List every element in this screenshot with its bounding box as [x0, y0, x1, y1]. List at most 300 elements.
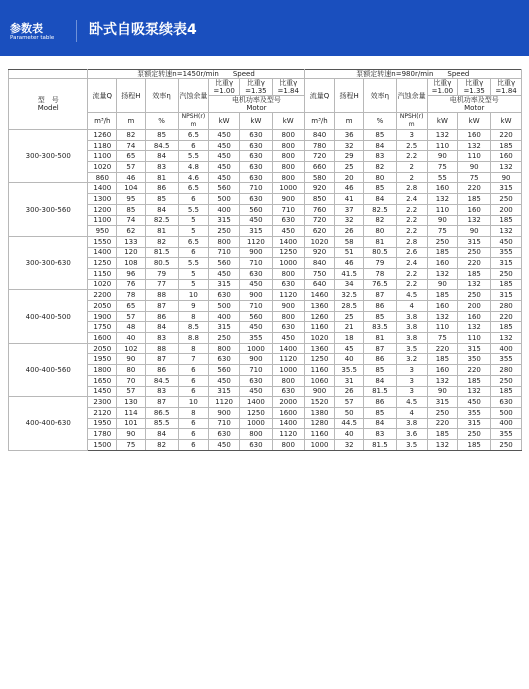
table-cell: 82 [117, 130, 146, 141]
table-cell: 55 [427, 172, 458, 183]
table-cell: 1520 [304, 397, 335, 408]
table-cell: 40 [117, 333, 146, 344]
table-cell: 630 [239, 151, 272, 162]
table-cell: 86 [145, 365, 178, 376]
table-cell: 630 [239, 194, 272, 205]
table-cell: 250 [458, 290, 491, 301]
table-cell: 250 [458, 247, 491, 258]
table-cell: 350 [458, 354, 491, 365]
table-cell: 160 [458, 311, 491, 322]
table-cell: 1120 [239, 236, 272, 247]
table-cell: 110 [458, 333, 491, 344]
head-header-r: 扬程H [335, 79, 364, 113]
table-cell: 580 [304, 172, 335, 183]
table-cell: 29 [335, 151, 364, 162]
table-cell: 1020 [304, 236, 335, 247]
table-cell: 630 [272, 215, 304, 226]
table-cell: 1300 [88, 194, 117, 205]
table-cell: 80 [117, 365, 146, 376]
table-cell: 500 [209, 301, 240, 312]
table-cell: 1600 [272, 407, 304, 418]
model-cell: 400-400-630 [9, 397, 88, 450]
table-cell: 62 [117, 226, 146, 237]
table-cell: 900 [239, 247, 272, 258]
table-cell: 630 [239, 162, 272, 173]
table-cell: 85 [117, 204, 146, 215]
table-cell: 630 [239, 375, 272, 386]
table-cell: 620 [304, 226, 335, 237]
head-header-l: 扬程H [117, 79, 146, 113]
table-cell: 3.5 [396, 343, 427, 354]
table-cell: 2.2 [396, 279, 427, 290]
table-cell: 104 [117, 183, 146, 194]
table-cell: 75 [427, 226, 458, 237]
table-cell: 1460 [304, 290, 335, 301]
table-cell: 79 [363, 258, 396, 269]
table-cell: 6 [178, 247, 209, 258]
table-cell: 3.5 [396, 439, 427, 450]
table-cell: 1120 [272, 290, 304, 301]
table-cell: 1020 [88, 162, 117, 173]
table-cell: 800 [209, 343, 240, 354]
table-cell: 315 [209, 386, 240, 397]
table-cell: 31 [335, 375, 364, 386]
table-cell: 450 [272, 333, 304, 344]
table-cell: 1400 [239, 397, 272, 408]
table-cell: 250 [491, 268, 522, 279]
table-cell: 132 [458, 279, 491, 290]
table-cell: 8.5 [178, 322, 209, 333]
table-cell: 70 [117, 375, 146, 386]
table-cell: 500 [491, 407, 522, 418]
table-cell: 86 [145, 311, 178, 322]
table-cell: 78 [363, 268, 396, 279]
page-header [0, 0, 529, 56]
table-cell: 90 [427, 279, 458, 290]
table-cell: 75 [117, 439, 146, 450]
table-cell: 450 [272, 226, 304, 237]
table-cell: 720 [304, 151, 335, 162]
table-cell: 850 [304, 194, 335, 205]
table-cell: 132 [427, 375, 458, 386]
table-cell: 900 [272, 301, 304, 312]
table-cell: 250 [491, 194, 522, 205]
unit-eff-l: % [145, 113, 178, 130]
table-cell: 44.5 [335, 418, 364, 429]
table-row [9, 343, 522, 354]
table-cell: 2.8 [396, 183, 427, 194]
table-cell: 74 [117, 215, 146, 226]
table-cell: 132 [427, 439, 458, 450]
table-cell: 84 [363, 375, 396, 386]
unit-kw: kW [239, 113, 272, 130]
table-cell: 560 [209, 183, 240, 194]
table-cell: 1120 [209, 397, 240, 408]
model-label-en: Model [37, 104, 59, 112]
table-cell: 5 [178, 226, 209, 237]
page-title: 卧式自吸泵续表4 [89, 22, 197, 38]
table-cell: 90 [427, 386, 458, 397]
table-cell: 355 [491, 354, 522, 365]
table-row [9, 130, 522, 141]
table-cell: 3 [396, 130, 427, 141]
table-cell: 900 [272, 194, 304, 205]
table-cell: 7 [178, 354, 209, 365]
table-cell: 25 [335, 162, 364, 173]
table-cell: 160 [427, 258, 458, 269]
table-cell: 450 [209, 162, 240, 173]
table-cell: 26 [335, 226, 364, 237]
table-cell: 185 [427, 354, 458, 365]
table-cell: 1180 [88, 140, 117, 151]
table-cell: 90 [458, 162, 491, 173]
table-cell: 355 [239, 333, 272, 344]
table-cell: 250 [209, 226, 240, 237]
table-cell: 2.2 [396, 215, 427, 226]
table-cell: 3 [396, 386, 427, 397]
table-cell: 32 [335, 439, 364, 450]
table-cell: 25 [335, 311, 364, 322]
table-cell: 85 [363, 183, 396, 194]
table-cell: 400 [491, 418, 522, 429]
flow-header-l: 流量Q [88, 79, 117, 113]
table-cell: 315 [491, 258, 522, 269]
motor-header-r [427, 96, 521, 113]
table-cell: 5 [178, 215, 209, 226]
sg3-header-r: 比重γ =1.84 [491, 79, 522, 96]
model-header [9, 79, 88, 130]
table-cell: 40 [335, 354, 364, 365]
table-cell: 220 [427, 343, 458, 354]
table-cell: 86 [145, 183, 178, 194]
table-cell: 630 [239, 130, 272, 141]
table-cell: 1000 [272, 258, 304, 269]
header-divider [76, 20, 77, 42]
unit-flow-r: m³/h [304, 113, 335, 130]
section-tag [10, 23, 54, 42]
table-row [9, 397, 522, 408]
table-cell: 160 [458, 130, 491, 141]
unit-kw: kW [491, 113, 522, 130]
table-cell: 83 [145, 333, 178, 344]
table-cell: 81 [145, 172, 178, 183]
table-cell: 87 [363, 343, 396, 354]
table-cell: 4.5 [396, 397, 427, 408]
table-cell: 450 [209, 140, 240, 151]
table-cell: 400 [491, 343, 522, 354]
table-cell: 315 [209, 279, 240, 290]
table-cell: 4 [396, 407, 427, 418]
table-row [9, 183, 522, 194]
table-cell: 1020 [88, 279, 117, 290]
table-cell: 450 [209, 375, 240, 386]
table-cell: 315 [458, 236, 491, 247]
table-cell: 720 [304, 215, 335, 226]
table-cell: 82.5 [363, 204, 396, 215]
table-cell: 1120 [272, 354, 304, 365]
motor-label: 电机功率及型号 [231, 96, 281, 104]
table-cell: 87 [145, 397, 178, 408]
table-cell: 450 [239, 279, 272, 290]
table-cell: 81.5 [145, 247, 178, 258]
table-cell: 87 [145, 354, 178, 365]
table-cell: 1800 [88, 365, 117, 376]
table-cell: 80 [363, 172, 396, 183]
table-cell: 80.5 [145, 258, 178, 269]
table-cell: 3 [396, 375, 427, 386]
table-cell: 6 [178, 439, 209, 450]
table-cell: 41 [335, 194, 364, 205]
table-cell: 90 [491, 172, 522, 183]
table-cell: 6 [178, 429, 209, 440]
table-cell: 133 [117, 236, 146, 247]
table-cell: 76 [117, 279, 146, 290]
table-cell: 4.6 [178, 172, 209, 183]
table-cell: 6.5 [178, 183, 209, 194]
table-cell: 640 [304, 279, 335, 290]
table-cell: 920 [304, 183, 335, 194]
table-cell: 1100 [88, 151, 117, 162]
table-cell: 1400 [88, 183, 117, 194]
table-cell: 355 [458, 407, 491, 418]
table-cell: 132 [427, 311, 458, 322]
table-cell: 85.5 [145, 418, 178, 429]
table-cell: 315 [209, 322, 240, 333]
table-cell: 710 [239, 365, 272, 376]
table-cell: 6.5 [178, 236, 209, 247]
table-cell: 450 [239, 386, 272, 397]
table-cell: 132 [491, 226, 522, 237]
table-cell: 315 [458, 343, 491, 354]
table-cell: 6 [178, 194, 209, 205]
table-cell: 132 [427, 194, 458, 205]
table-cell: 8 [178, 311, 209, 322]
table-cell: 920 [304, 247, 335, 258]
table-cell: 32 [335, 215, 364, 226]
table-cell: 1160 [304, 322, 335, 333]
eff-header-r: 效率η [363, 79, 396, 113]
table-cell: 108 [117, 258, 146, 269]
table-cell: 3.8 [396, 322, 427, 333]
table-cell: 32 [335, 140, 364, 151]
table-cell: 560 [239, 204, 272, 215]
table-cell: 630 [239, 268, 272, 279]
table-cell: 450 [209, 439, 240, 450]
model-label: 型 号 [37, 96, 59, 104]
table-cell: 1400 [88, 247, 117, 258]
table-cell: 660 [304, 162, 335, 173]
table-cell: 160 [458, 204, 491, 215]
table-cell: 315 [239, 226, 272, 237]
table-cell: 2.2 [396, 226, 427, 237]
table-cell: 710 [209, 247, 240, 258]
section-label-en: Parameter table [10, 35, 55, 41]
table-cell: 450 [239, 215, 272, 226]
table-cell: 2.5 [396, 140, 427, 151]
table-cell: 800 [209, 236, 240, 247]
table-cell: 101 [117, 418, 146, 429]
table-cell: 630 [209, 354, 240, 365]
table-cell: 57 [335, 397, 364, 408]
table-cell: 95 [117, 194, 146, 205]
table-cell: 37 [335, 204, 364, 215]
table-cell: 81 [145, 226, 178, 237]
table-cell: 132 [458, 140, 491, 151]
table-cell: 3.2 [396, 354, 427, 365]
table-cell: 8.8 [178, 333, 209, 344]
table-cell: 280 [491, 301, 522, 312]
table-cell: 3.8 [396, 311, 427, 322]
table-cell: 6.5 [178, 130, 209, 141]
table-cell: 1200 [88, 204, 117, 215]
table-cell: 132 [491, 162, 522, 173]
table-cell: 2.6 [396, 247, 427, 258]
table-cell: 45 [335, 343, 364, 354]
table-cell: 110 [427, 140, 458, 151]
table-cell: 800 [272, 130, 304, 141]
table-cell: 5.5 [178, 258, 209, 269]
sg2-header-l: 比重γ =1.35 [239, 79, 272, 96]
table-cell: 630 [209, 290, 240, 301]
table-cell: 36 [335, 130, 364, 141]
table-cell: 355 [491, 429, 522, 440]
table-cell: 1900 [88, 311, 117, 322]
table-cell: 8 [178, 343, 209, 354]
table-cell: 75 [458, 172, 491, 183]
table-cell: 10 [178, 290, 209, 301]
table-cell: 65 [117, 301, 146, 312]
table-cell: 82 [363, 215, 396, 226]
table-cell: 34 [335, 279, 364, 290]
table-cell: 250 [209, 333, 240, 344]
table-cell: 1600 [88, 333, 117, 344]
table-cell: 76.5 [363, 279, 396, 290]
table-cell: 630 [491, 397, 522, 408]
sg2-header-r: 比重γ =1.35 [458, 79, 491, 96]
table-cell: 1380 [304, 407, 335, 418]
table-cell: 85 [145, 130, 178, 141]
table-cell: 710 [239, 183, 272, 194]
table-cell: 82 [363, 162, 396, 173]
table-cell: 46 [117, 172, 146, 183]
unit-flow-l: m³/h [88, 113, 117, 130]
table-cell: 4.5 [396, 290, 427, 301]
table-cell: 750 [304, 268, 335, 279]
table-cell: 80 [363, 226, 396, 237]
table-cell: 132 [458, 322, 491, 333]
table-cell: 280 [491, 365, 522, 376]
table-cell: 220 [491, 130, 522, 141]
section-label: 参数表 [10, 22, 43, 35]
table-cell: 51 [335, 247, 364, 258]
table-cell: 90 [427, 151, 458, 162]
motor-label: 电机功率及型号 [449, 96, 499, 104]
model-cell: 300-300-500 [9, 130, 88, 183]
table-cell: 1260 [88, 130, 117, 141]
table-cell: 630 [239, 439, 272, 450]
table-cell: 75 [427, 333, 458, 344]
table-cell: 2.2 [396, 204, 427, 215]
table-cell: 84 [145, 151, 178, 162]
table-cell: 2 [396, 162, 427, 173]
table-cell: 85 [363, 365, 396, 376]
table-cell: 630 [239, 172, 272, 183]
sg1-header-l: 比重γ =1.00 [209, 79, 240, 96]
speed-1450: 泵额定转速n=1450r/min Speed [88, 70, 304, 79]
unit-head-l: m [117, 113, 146, 130]
table-cell: 57 [117, 311, 146, 322]
table-cell: 5.5 [178, 204, 209, 215]
table-cell: 185 [458, 194, 491, 205]
table-cell: 2.4 [396, 194, 427, 205]
table-cell: 1160 [304, 365, 335, 376]
table-cell: 1950 [88, 418, 117, 429]
model-cell: 400-400-560 [9, 343, 88, 396]
table-cell: 1400 [272, 418, 304, 429]
table-cell: 6 [178, 386, 209, 397]
table-cell: 2050 [88, 301, 117, 312]
table-cell: 120 [117, 247, 146, 258]
table-cell: 132 [427, 268, 458, 279]
speed-980: 泵额定转速n=980r/min Speed [304, 70, 521, 79]
table-cell: 1360 [304, 343, 335, 354]
table-cell: 1250 [272, 247, 304, 258]
table-cell: 5 [178, 268, 209, 279]
table-cell: 900 [304, 386, 335, 397]
table-cell: 57 [117, 386, 146, 397]
table-cell: 6 [178, 140, 209, 151]
table-cell: 185 [427, 290, 458, 301]
unit-kw: kW [427, 113, 458, 130]
table-cell: 1260 [304, 311, 335, 322]
table-cell: 1160 [304, 429, 335, 440]
table-cell: 6 [178, 365, 209, 376]
model-cell: 300-300-630 [9, 236, 88, 289]
table-cell: 8 [178, 407, 209, 418]
table-cell: 86 [363, 301, 396, 312]
table-cell: 220 [491, 311, 522, 322]
table-cell: 88 [145, 343, 178, 354]
table-cell: 630 [272, 386, 304, 397]
unit-npsh-r: NPSH(r) m [396, 113, 427, 130]
table-cell: 630 [272, 322, 304, 333]
table-cell: 710 [272, 204, 304, 215]
unit-npsh-l: NPSH(r) m [178, 113, 209, 130]
table-cell: 1100 [88, 215, 117, 226]
table-cell: 80.5 [363, 247, 396, 258]
table-cell: 710 [209, 418, 240, 429]
spec-table-body [9, 130, 522, 451]
table-cell: 1650 [88, 375, 117, 386]
table-cell: 85 [363, 311, 396, 322]
table-cell: 220 [458, 365, 491, 376]
table-cell: 780 [304, 140, 335, 151]
table-cell: 1550 [88, 236, 117, 247]
table-cell: 110 [427, 322, 458, 333]
table-cell: 85 [363, 130, 396, 141]
table-cell: 84 [363, 418, 396, 429]
table-cell: 5.5 [178, 151, 209, 162]
table-cell: 1250 [88, 258, 117, 269]
table-cell: 450 [458, 397, 491, 408]
table-cell: 3.8 [396, 333, 427, 344]
table-cell: 57 [117, 162, 146, 173]
table-cell: 1750 [88, 322, 117, 333]
table-cell: 10 [178, 397, 209, 408]
table-cell: 200 [491, 204, 522, 215]
table-cell: 35.5 [335, 365, 364, 376]
table-cell: 84.5 [145, 375, 178, 386]
